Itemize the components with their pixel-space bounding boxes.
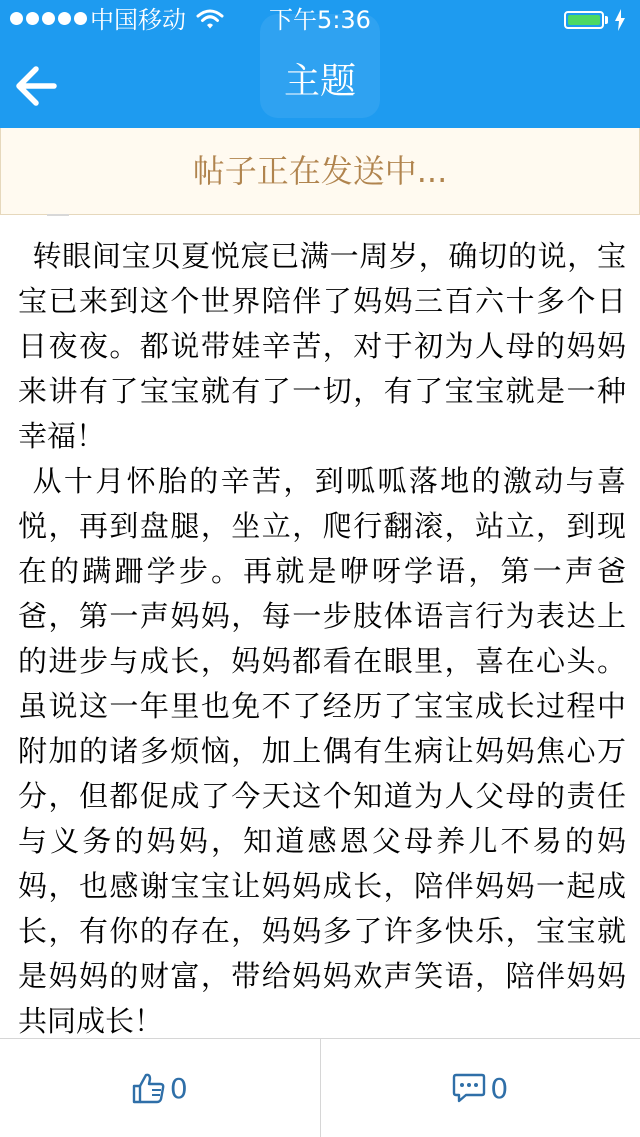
battery-icon: [564, 11, 604, 29]
comment-button[interactable]: [320, 1039, 640, 1137]
comment-count: 0: [490, 1072, 508, 1105]
like-count: 0: [170, 1072, 188, 1105]
status-time: 下午5:36: [0, 6, 640, 34]
post-paragraph: 从十月怀胎的辛苦，到呱呱落地的激动与喜悦，再到盘腿，坐立，爬行翻滚，站立，到现在的蹒跚学步。再就是咿呀学语，第一声爸爸，第一声妈妈，每一步肢体语言行为表达上的进步与成长，妈妈都看在眼里，喜在心头。虽说这一年里也免不了经历了宝宝成长过程中附加的诸多烦恼，加上偶有生病让妈妈焦心万分，但都促成了今天这个知道为人父母的责任与义务的妈妈，知道感恩父母养儿不易的妈妈，也感谢宝宝让妈妈成长，陪伴妈妈一起成长，有你的存在，妈妈多了许多快乐，宝宝就是妈妈的财富，带给妈妈欢声笑语，陪伴妈妈共同成长！: [18, 459, 626, 1044]
page-title: 主题: [0, 58, 640, 106]
post-action-bar: [0, 1038, 640, 1137]
battery-tip: [605, 16, 608, 24]
like-button[interactable]: [0, 1039, 320, 1137]
carrier-name: 中国移动: [90, 6, 186, 34]
post-paragraph: 转眼间宝贝夏悦宸已满一周岁，确切的说，宝宝已来到这个世界陪伴了妈妈三百六十多个日日夜夜。都说带娃辛苦，对于初为人母的妈妈来讲有了宝宝就有了一切，有了宝宝就是一种幸福！: [18, 234, 626, 459]
battery-level: [568, 15, 600, 25]
app-header: [0, 0, 640, 128]
thumbs-up-icon: [132, 1072, 166, 1104]
charging-bolt-icon: [614, 9, 626, 31]
comment-icon: [452, 1072, 486, 1104]
divider-mark: [47, 214, 69, 216]
post-content: [18, 234, 626, 1044]
sending-status-banner: 帖子正在发送中...: [0, 128, 640, 215]
